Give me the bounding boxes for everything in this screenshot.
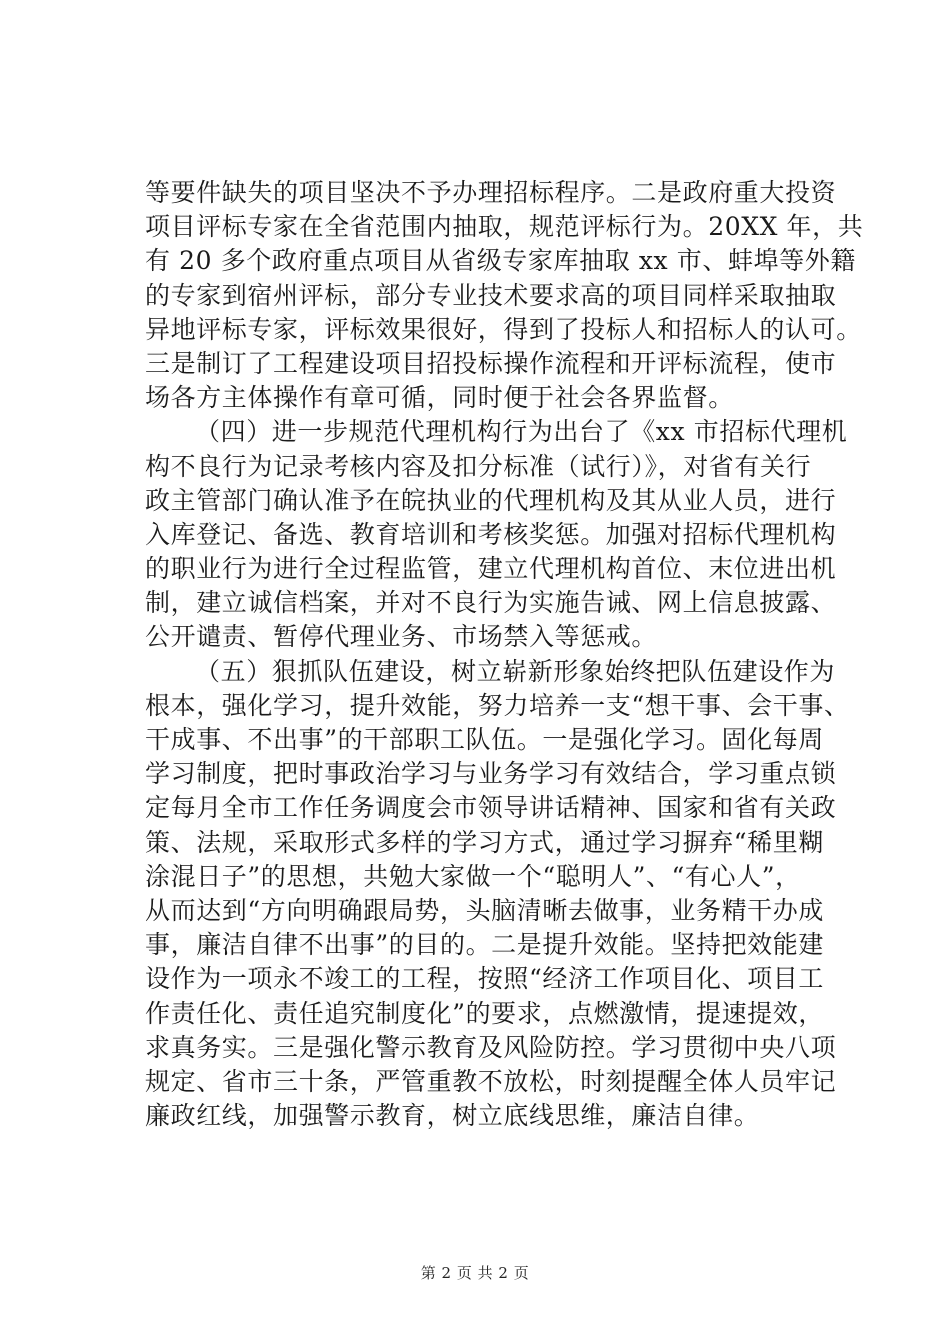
- document-body: [145, 176, 864, 1133]
- text-line: 入库登记、备选、教育培训和考核奖惩。加强对招标代理机构: [145, 519, 837, 549]
- paragraph-1: [145, 176, 864, 415]
- text-line: 从而达到“方向明确跟局势，头脑清晰去做事，业务精干办成: [145, 895, 824, 925]
- text-line: 涂混日子”的思想，共勉大家做一个“聪明人”、“有心人”，: [145, 861, 801, 891]
- text-line: 定每月全市工作任务调度会市领导讲话精神、国家和省有关政: [145, 793, 837, 823]
- text-line: 根本，强化学习，提升效能，努力培养一支“想干事、会干事、: [145, 690, 850, 720]
- text-line: 有 20 多个政府重点项目从省级专家库抽取 xx 市、蚌埠等外籍: [145, 246, 856, 276]
- text-line: 政主管部门确认准予在皖执业的代理机构及其从业人员，进行: [145, 485, 837, 515]
- text-line: 干成事、不出事”的干部职工队伍。一是强化学习。固化每周: [145, 725, 824, 754]
- text-line: 等要件缺失的项目坚决不予办理招标程序。二是政府重大投资: [145, 178, 837, 207]
- page-footer: [0, 1262, 950, 1283]
- page-number-label: 第 2 页 共 2 页: [420, 1264, 530, 1282]
- paragraph-3: [145, 655, 855, 1134]
- text-line: 规定、省市三十条，严管重教不放松，时刻提醒全体人员牢记: [145, 1066, 837, 1096]
- text-line: 事，廉洁自律不出事”的目的。二是提升效能。坚持把效能建: [145, 930, 824, 960]
- text-line: 作责任化、责任追究制度化”的要求，点燃激情，提速提效，: [145, 998, 824, 1028]
- text-line: 公开谴责、暂停代理业务、市场禁入等惩戒。: [145, 622, 658, 652]
- text-line: 的专家到宿州评标，部分专业技术要求高的项目同样采取抽取: [145, 280, 837, 310]
- text-line: 廉政红线，加强警示教育，树立底线思维，廉洁自律。: [145, 1101, 760, 1131]
- text-line: 异地评标专家，评标效果很好，得到了投标人和招标人的认可。: [145, 314, 862, 344]
- text-line: 场各方主体操作有章可循，同时便于社会各界监督。: [145, 383, 734, 413]
- text-line: 设作为一项永不竣工的工程，按照“经济工作项目化、项目工: [145, 964, 824, 994]
- text-line: 学习制度，把时事政治学习与业务学习有效结合，学习重点锁: [145, 759, 837, 789]
- paragraph-2: [145, 415, 855, 654]
- text-line: 求真务实。三是强化警示教育及风险防控。学习贯彻中央八项: [145, 1032, 837, 1062]
- text-line: 制，建立诚信档案，并对不良行为实施告诫、网上信息披露、: [145, 588, 837, 618]
- text-line: 三是制订了工程建设项目招投标操作流程和开评标流程，使市: [145, 348, 837, 378]
- text-line: 项目评标专家在全省范围内抽取，规范评标行为。20XX 年，共: [145, 212, 864, 242]
- text-line-indented: （四）进一步规范代理机构行为出台了《xx 市招标代理机: [195, 417, 848, 447]
- text-line: 的职业行为进行全过程监管，建立代理机构首位、末位进出机: [145, 554, 837, 584]
- text-line: 构不良行为记录考核内容及扣分标准（试行）》，对省有关行: [145, 451, 812, 481]
- text-line-indented: （五）狠抓队伍建设，树立崭新形象始终把队伍建设作为: [195, 656, 836, 686]
- text-line: 策、法规，采取形式多样的学习方式，通过学习摒弃“稀里糊: [145, 827, 824, 857]
